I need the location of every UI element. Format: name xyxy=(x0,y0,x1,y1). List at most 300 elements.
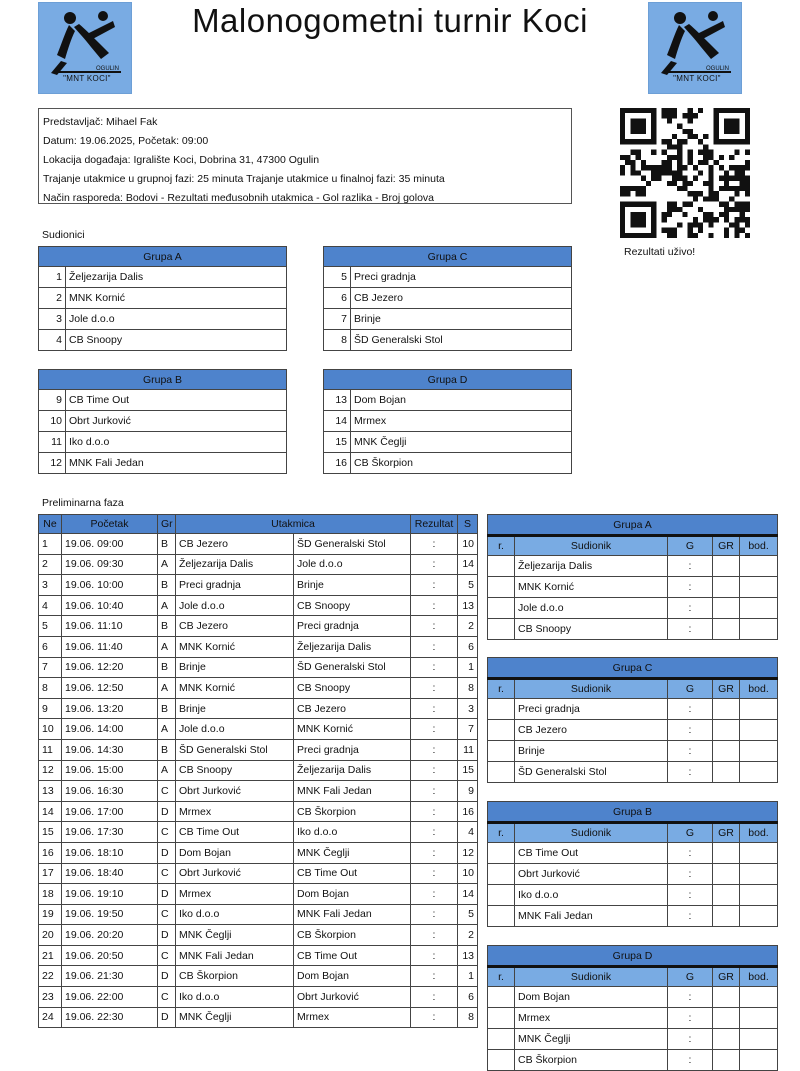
match-group: A xyxy=(158,719,176,740)
match-group: B xyxy=(158,657,176,678)
match-result[interactable]: : xyxy=(411,678,458,699)
standing-rank xyxy=(488,577,515,598)
match-home-team: Jole d.o.o xyxy=(176,719,294,740)
standing-rank xyxy=(488,885,515,906)
participant-name: CB Jezero xyxy=(351,288,572,309)
standing-goal-diff xyxy=(713,556,740,577)
qr-label: Rezultati uživo! xyxy=(624,246,696,258)
standing-rank xyxy=(488,619,515,640)
match-group: C xyxy=(158,781,176,802)
match-number: 14 xyxy=(39,801,62,822)
participant-name: Obrt Jurković xyxy=(66,411,287,432)
match-result[interactable]: : xyxy=(411,698,458,719)
table-row xyxy=(39,945,478,966)
standing-goals: : xyxy=(668,762,713,783)
standings-table xyxy=(487,945,778,1071)
info-date: Datum: 19.06.2025, Početak: 09:00 xyxy=(43,135,209,147)
match-time: 19.06. 16:30 xyxy=(62,781,158,802)
standing-points xyxy=(740,885,778,906)
schedule-header-row xyxy=(39,515,478,534)
standing-goals: : xyxy=(668,720,713,741)
participant-name: Preci gradnja xyxy=(351,267,572,288)
participant-name: ŠD Generalski Stol xyxy=(351,330,572,351)
standing-rank xyxy=(488,987,515,1008)
participant-name: Jole d.o.o xyxy=(66,309,287,330)
match-number: 12 xyxy=(39,760,62,781)
match-result[interactable]: : xyxy=(411,636,458,657)
match-time: 19.06. 18:10 xyxy=(62,842,158,863)
match-s: 4 xyxy=(458,822,478,843)
match-away-team: CB Time Out xyxy=(294,945,411,966)
match-number: 6 xyxy=(39,636,62,657)
col-goals: G xyxy=(668,679,713,699)
standing-goals: : xyxy=(668,906,713,927)
standing-goals: : xyxy=(668,987,713,1008)
match-number: 23 xyxy=(39,987,62,1008)
standing-rank xyxy=(488,741,515,762)
match-time: 19.06. 22:30 xyxy=(62,1007,158,1028)
table-row xyxy=(39,616,478,637)
standing-points xyxy=(740,577,778,598)
match-time: 19.06. 13:20 xyxy=(62,698,158,719)
participant-number: 1 xyxy=(39,267,66,288)
match-group: C xyxy=(158,863,176,884)
match-away-team: Brinje xyxy=(294,575,411,596)
table-row xyxy=(39,636,478,657)
match-away-team: Dom Bojan xyxy=(294,884,411,905)
match-group: C xyxy=(158,945,176,966)
standing-goal-diff xyxy=(713,843,740,864)
col-team: Sudionik xyxy=(515,679,668,699)
participant-name: MNK Kornić xyxy=(66,288,287,309)
standing-team: MNK Čeglji xyxy=(515,1029,668,1050)
standing-points xyxy=(740,741,778,762)
participants-label: Sudionici xyxy=(42,229,85,241)
group-title: Grupa B xyxy=(39,370,287,390)
match-s: 8 xyxy=(458,678,478,699)
schedule-table xyxy=(38,514,478,1028)
match-number: 22 xyxy=(39,966,62,987)
standing-goal-diff xyxy=(713,987,740,1008)
match-group: B xyxy=(158,534,176,555)
standings-row xyxy=(488,741,778,762)
match-group: B xyxy=(158,739,176,760)
col-rank: r. xyxy=(488,679,515,699)
schedule-label: Preliminarna faza xyxy=(42,497,124,509)
standing-goals: : xyxy=(668,556,713,577)
table-row xyxy=(39,760,478,781)
match-result[interactable]: : xyxy=(411,884,458,905)
standing-rank xyxy=(488,1029,515,1050)
participant-group-table xyxy=(38,369,287,474)
match-time: 19.06. 20:50 xyxy=(62,945,158,966)
match-group: D xyxy=(158,1007,176,1028)
page-title: Malonogometni turnir Koci xyxy=(192,2,588,39)
col-points: bod. xyxy=(740,823,778,843)
match-result[interactable]: : xyxy=(411,719,458,740)
col-rank: r. xyxy=(488,823,515,843)
match-home-team: CB Jezero xyxy=(176,616,294,637)
match-home-team: Obrt Jurković xyxy=(176,863,294,884)
standings-header-row xyxy=(488,679,778,699)
standing-points xyxy=(740,556,778,577)
participant-row xyxy=(39,432,287,453)
logo-city: OGULIN xyxy=(705,66,729,72)
match-number: 16 xyxy=(39,842,62,863)
logo-left xyxy=(38,2,132,94)
info-ranking-rules: Način rasporeda: Bodovi - Rezultati međusobnih utakmica - Gol razlika - Broj golova xyxy=(43,192,435,204)
match-home-team: Jole d.o.o xyxy=(176,595,294,616)
match-s: 15 xyxy=(458,760,478,781)
standings-row xyxy=(488,864,778,885)
match-home-team: CB Jezero xyxy=(176,534,294,555)
participant-name: CB Škorpion xyxy=(351,453,572,474)
match-home-team: CB Škorpion xyxy=(176,966,294,987)
match-time: 19.06. 12:20 xyxy=(62,657,158,678)
match-home-team: Brinje xyxy=(176,698,294,719)
match-time: 19.06. 20:20 xyxy=(62,925,158,946)
standing-rank xyxy=(488,720,515,741)
match-away-team: Preci gradnja xyxy=(294,739,411,760)
match-result[interactable]: : xyxy=(411,987,458,1008)
standing-goal-diff xyxy=(713,906,740,927)
table-row xyxy=(39,657,478,678)
match-away-team: Jole d.o.o xyxy=(294,554,411,575)
standing-rank xyxy=(488,843,515,864)
standings-row xyxy=(488,987,778,1008)
match-away-team: Preci gradnja xyxy=(294,616,411,637)
match-time: 19.06. 17:00 xyxy=(62,801,158,822)
standing-goals: : xyxy=(668,843,713,864)
info-location: Lokacija događaja: Igralište Koci, Dobrina 31, 47300 Ogulin xyxy=(43,154,320,166)
match-number: 13 xyxy=(39,781,62,802)
match-away-team: Željezarija Dalis xyxy=(294,760,411,781)
standing-team: MNK Kornić xyxy=(515,577,668,598)
standings-row xyxy=(488,1050,778,1071)
participant-row xyxy=(324,390,572,411)
standings-group-title: Grupa D xyxy=(488,946,778,967)
participant-number: 13 xyxy=(324,390,351,411)
match-s: 5 xyxy=(458,575,478,596)
match-s: 9 xyxy=(458,781,478,802)
match-number: 2 xyxy=(39,554,62,575)
match-number: 3 xyxy=(39,575,62,596)
standing-points xyxy=(740,1029,778,1050)
match-home-team: Dom Bojan xyxy=(176,842,294,863)
match-group: A xyxy=(158,760,176,781)
match-number: 10 xyxy=(39,719,62,740)
table-row xyxy=(39,739,478,760)
participant-number: 15 xyxy=(324,432,351,453)
match-time: 19.06. 14:00 xyxy=(62,719,158,740)
match-result[interactable]: : xyxy=(411,739,458,760)
participant-name: CB Time Out xyxy=(66,390,287,411)
match-s: 5 xyxy=(458,904,478,925)
standing-team: Jole d.o.o xyxy=(515,598,668,619)
qr-code-icon[interactable] xyxy=(620,108,750,238)
standing-team: Obrt Jurković xyxy=(515,864,668,885)
standings-row xyxy=(488,762,778,783)
standing-goals: : xyxy=(668,885,713,906)
participant-name: Dom Bojan xyxy=(351,390,572,411)
standing-team: CB Time Out xyxy=(515,843,668,864)
match-group: D xyxy=(158,966,176,987)
match-result[interactable]: : xyxy=(411,801,458,822)
participant-row xyxy=(324,309,572,330)
group-title: Grupa C xyxy=(324,247,572,267)
participant-number: 6 xyxy=(324,288,351,309)
match-number: 18 xyxy=(39,884,62,905)
participant-row xyxy=(39,390,287,411)
match-time: 19.06. 12:50 xyxy=(62,678,158,699)
match-time: 19.06. 10:40 xyxy=(62,595,158,616)
match-s: 2 xyxy=(458,925,478,946)
match-away-team: ŠD Generalski Stol xyxy=(294,657,411,678)
participant-row xyxy=(324,288,572,309)
match-away-team: CB Time Out xyxy=(294,863,411,884)
match-number: 1 xyxy=(39,534,62,555)
match-group: C xyxy=(158,987,176,1008)
standing-goals: : xyxy=(668,741,713,762)
participant-number: 14 xyxy=(324,411,351,432)
match-s: 10 xyxy=(458,863,478,884)
info-presenter: Predstavljač: Mihael Fak xyxy=(43,116,158,128)
participant-number: 9 xyxy=(39,390,66,411)
standing-rank xyxy=(488,906,515,927)
match-time: 19.06. 10:00 xyxy=(62,575,158,596)
match-s: 14 xyxy=(458,554,478,575)
match-group: A xyxy=(158,554,176,575)
match-away-team: CB Snoopy xyxy=(294,595,411,616)
match-home-team: MNK Čeglji xyxy=(176,925,294,946)
match-result[interactable]: : xyxy=(411,945,458,966)
match-result[interactable]: : xyxy=(411,554,458,575)
match-away-team: Željezarija Dalis xyxy=(294,636,411,657)
match-time: 19.06. 14:30 xyxy=(62,739,158,760)
col-goal-diff: GR xyxy=(713,967,740,987)
standing-team: Iko d.o.o xyxy=(515,885,668,906)
standing-points xyxy=(740,1008,778,1029)
match-s: 1 xyxy=(458,966,478,987)
match-result[interactable]: : xyxy=(411,575,458,596)
standing-goal-diff xyxy=(713,1008,740,1029)
logo-caption: "MNT KOCI" xyxy=(663,71,731,85)
standing-points xyxy=(740,598,778,619)
match-away-team: CB Škorpion xyxy=(294,801,411,822)
standing-rank xyxy=(488,1008,515,1029)
match-away-team: ŠD Generalski Stol xyxy=(294,534,411,555)
participant-number: 3 xyxy=(39,309,66,330)
standing-points xyxy=(740,619,778,640)
match-group: A xyxy=(158,595,176,616)
table-row xyxy=(39,781,478,802)
match-s: 16 xyxy=(458,801,478,822)
match-time: 19.06. 22:00 xyxy=(62,987,158,1008)
table-row xyxy=(39,575,478,596)
standing-points xyxy=(740,720,778,741)
match-result[interactable]: : xyxy=(411,842,458,863)
col-team: Sudionik xyxy=(515,823,668,843)
match-home-team: CB Time Out xyxy=(176,822,294,843)
match-time: 19.06. 18:40 xyxy=(62,863,158,884)
match-away-team: Iko d.o.o xyxy=(294,822,411,843)
participant-number: 4 xyxy=(39,330,66,351)
match-result[interactable]: : xyxy=(411,925,458,946)
standing-team: Brinje xyxy=(515,741,668,762)
standing-rank xyxy=(488,864,515,885)
table-row xyxy=(39,554,478,575)
match-s: 6 xyxy=(458,987,478,1008)
col-goal-diff: GR xyxy=(713,536,740,556)
participant-name: Brinje xyxy=(351,309,572,330)
participant-number: 12 xyxy=(39,453,66,474)
standing-goals: : xyxy=(668,1029,713,1050)
col-goals: G xyxy=(668,823,713,843)
logo-city: OGULIN xyxy=(95,66,119,72)
participant-number: 10 xyxy=(39,411,66,432)
col-match: Utakmica xyxy=(176,515,411,534)
standing-goal-diff xyxy=(713,864,740,885)
match-group: A xyxy=(158,678,176,699)
table-row xyxy=(39,904,478,925)
match-number: 8 xyxy=(39,678,62,699)
match-home-team: MNK Kornić xyxy=(176,678,294,699)
table-row xyxy=(39,925,478,946)
match-number: 24 xyxy=(39,1007,62,1028)
standing-goal-diff xyxy=(713,720,740,741)
match-home-team: Preci gradnja xyxy=(176,575,294,596)
participant-row xyxy=(39,288,287,309)
match-away-team: MNK Kornić xyxy=(294,719,411,740)
standing-goal-diff xyxy=(713,577,740,598)
match-home-team: Željezarija Dalis xyxy=(176,554,294,575)
standings-header-row xyxy=(488,967,778,987)
standings-row xyxy=(488,598,778,619)
participant-name: Mrmex xyxy=(351,411,572,432)
match-group: D xyxy=(158,925,176,946)
standings-table xyxy=(487,657,778,783)
standing-goal-diff xyxy=(713,741,740,762)
standing-team: ŠD Generalski Stol xyxy=(515,762,668,783)
table-row xyxy=(39,678,478,699)
match-result[interactable]: : xyxy=(411,904,458,925)
match-number: 20 xyxy=(39,925,62,946)
match-group: C xyxy=(158,904,176,925)
match-group: B xyxy=(158,575,176,596)
participant-row xyxy=(39,411,287,432)
table-row xyxy=(39,966,478,987)
col-goal-diff: GR xyxy=(713,679,740,699)
participant-number: 16 xyxy=(324,453,351,474)
standing-goals: : xyxy=(668,598,713,619)
participant-row xyxy=(324,330,572,351)
col-goal-diff: GR xyxy=(713,823,740,843)
standing-rank xyxy=(488,556,515,577)
match-time: 19.06. 09:00 xyxy=(62,534,158,555)
match-result[interactable]: : xyxy=(411,822,458,843)
participant-row xyxy=(39,267,287,288)
participant-number: 2 xyxy=(39,288,66,309)
match-result[interactable]: : xyxy=(411,616,458,637)
standings-row xyxy=(488,906,778,927)
match-away-team: Mrmex xyxy=(294,1007,411,1028)
col-rank: r. xyxy=(488,536,515,556)
match-away-team: MNK Fali Jedan xyxy=(294,781,411,802)
participant-row xyxy=(39,309,287,330)
standings-row xyxy=(488,556,778,577)
match-away-team: CB Jezero xyxy=(294,698,411,719)
match-s: 10 xyxy=(458,534,478,555)
match-group: A xyxy=(158,636,176,657)
standing-team: MNK Fali Jedan xyxy=(515,906,668,927)
table-row xyxy=(39,719,478,740)
match-result[interactable]: : xyxy=(411,781,458,802)
match-time: 19.06. 11:40 xyxy=(62,636,158,657)
participant-name: Željezarija Dalis xyxy=(66,267,287,288)
standing-goals: : xyxy=(668,619,713,640)
match-number: 11 xyxy=(39,739,62,760)
standing-goal-diff xyxy=(713,619,740,640)
table-row xyxy=(39,698,478,719)
match-group: D xyxy=(158,842,176,863)
standing-rank xyxy=(488,1050,515,1071)
table-row xyxy=(39,822,478,843)
match-home-team: CB Snoopy xyxy=(176,760,294,781)
match-result[interactable]: : xyxy=(411,534,458,555)
participant-row xyxy=(324,411,572,432)
standing-team: Željezarija Dalis xyxy=(515,556,668,577)
match-result[interactable]: : xyxy=(411,1007,458,1028)
match-result[interactable]: : xyxy=(411,863,458,884)
standings-row xyxy=(488,577,778,598)
standing-rank xyxy=(488,598,515,619)
standings-row xyxy=(488,619,778,640)
match-home-team: MNK Fali Jedan xyxy=(176,945,294,966)
match-home-team: Iko d.o.o xyxy=(176,904,294,925)
standings-row xyxy=(488,843,778,864)
match-s: 1 xyxy=(458,657,478,678)
standing-team: Mrmex xyxy=(515,1008,668,1029)
participant-group-table xyxy=(38,246,287,351)
match-away-team: MNK Fali Jedan xyxy=(294,904,411,925)
match-result[interactable]: : xyxy=(411,657,458,678)
match-home-team: Obrt Jurković xyxy=(176,781,294,802)
col-goals: G xyxy=(668,536,713,556)
match-result[interactable]: : xyxy=(411,760,458,781)
standings-row xyxy=(488,885,778,906)
standing-goal-diff xyxy=(713,598,740,619)
match-s: 12 xyxy=(458,842,478,863)
match-number: 17 xyxy=(39,863,62,884)
col-result: Rezultat xyxy=(411,515,458,534)
match-result[interactable]: : xyxy=(411,595,458,616)
table-row xyxy=(39,595,478,616)
standing-team: CB Škorpion xyxy=(515,1050,668,1071)
match-result[interactable]: : xyxy=(411,966,458,987)
match-s: 13 xyxy=(458,945,478,966)
match-group: D xyxy=(158,884,176,905)
standing-team: Preci gradnja xyxy=(515,699,668,720)
standing-goal-diff xyxy=(713,762,740,783)
standings-group-title: Grupa A xyxy=(488,515,778,536)
participant-row xyxy=(324,432,572,453)
standings-table xyxy=(487,801,778,927)
standing-points xyxy=(740,843,778,864)
match-s: 2 xyxy=(458,616,478,637)
standing-goals: : xyxy=(668,1050,713,1071)
match-home-team: Brinje xyxy=(176,657,294,678)
standing-goal-diff xyxy=(713,699,740,720)
